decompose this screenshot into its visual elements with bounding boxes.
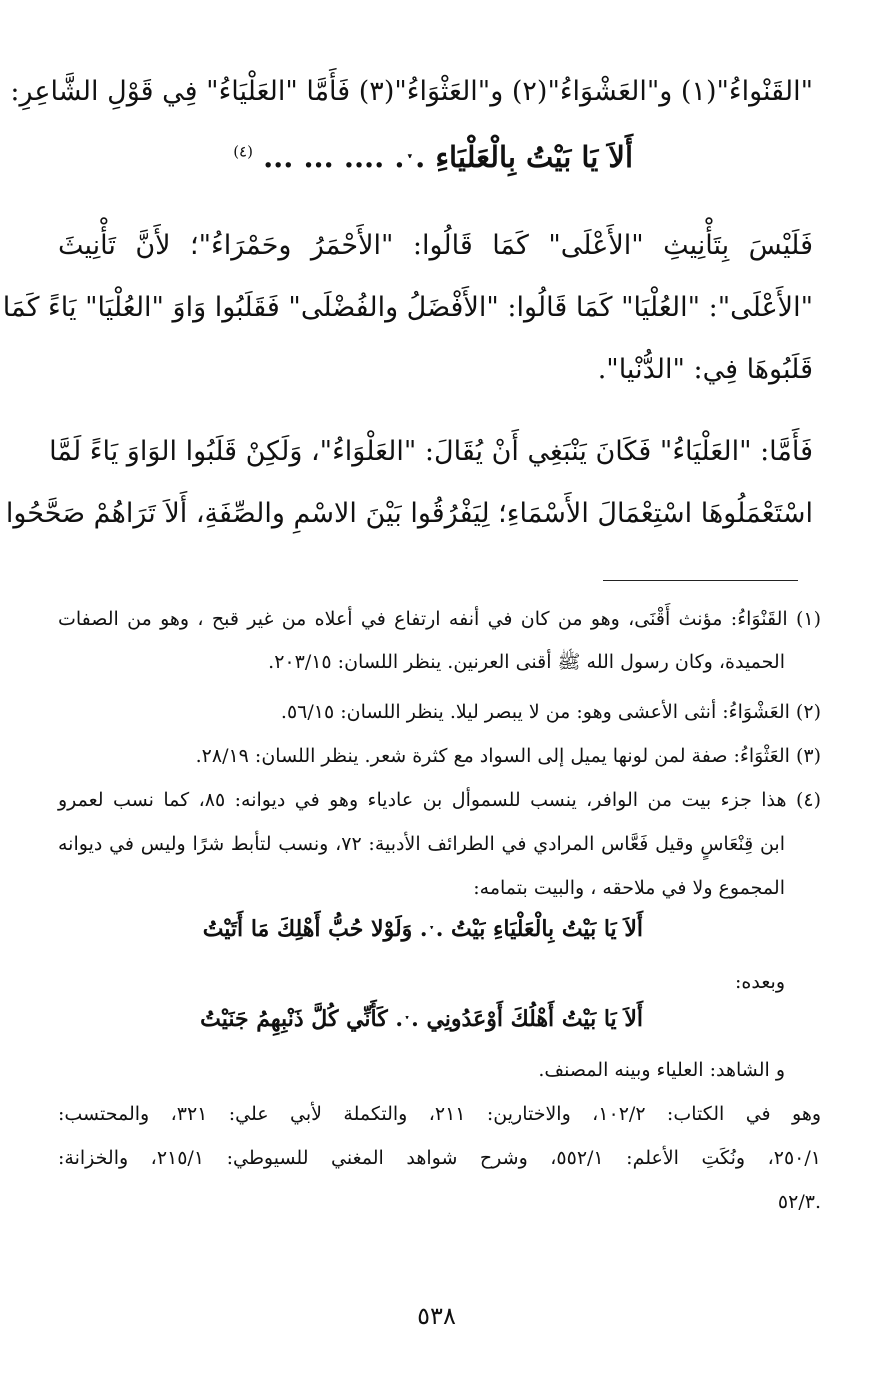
main-line-5: فَأَمَّا: "العَلْيَاءُ" فَكَانَ يَنْبَغِي أَنْ يُقَالَ: "العَلْوَاءُ"، وَلَكِنْ قَلَبُوا الوَاوَ يَاءً لَمَّا	[49, 436, 813, 467]
footnote-4-line-2: ابن قِنْعَاسٍ وقيل فَعَّاس المرادي في الطرائف الأدبية: ٧٢، ونسب لتأبط شرًا وليس في ديوانه	[58, 833, 785, 855]
page-number: ٥٣٨	[417, 1302, 456, 1330]
main-line-2: فَلَيْسَ بِتَأْنِيثِ "الأَعْلَى" كَمَا قَالُوا: "الأَحْمَرُ وحَمْرَاءُ"؛ لأَنَّ تَأْنِيثَ	[58, 230, 813, 261]
footnote-witness: و الشاهد: العلياء وبينه المصنف.	[538, 1059, 785, 1081]
footnote-after-label: وبعده:	[735, 971, 785, 993]
main-line-4: قَلَبُوهَا فِي: "الدُّنْيا".	[597, 354, 813, 385]
quoted-verse	[233, 140, 633, 174]
footnote-4-line-1: (٤) هذا جزء بيت من الوافر، ينسب للسموأل بن عادياء وهو في ديوانه: ٨٥، كما نسب لعمرو	[58, 789, 822, 811]
verse-text: أَلاَ يَا بَيْتُ بِالْعَلْيَاءِ .ˑ. .... ... ...	[263, 140, 633, 174]
footnote-3: (٣) العَثْوَاءُ: صفة لمن لونها يميل إلى السواد مع كثرة شعر. ينظر اللسان: ٢٨/١٩.	[195, 745, 821, 767]
footnote-refs-line-2: ٢٥٠/١، ونُكَتِ الأعلم: ٥٥٢/١، وشرح شواهد المغني للسيوطي: ٢١٥/١، والخزانة:	[58, 1147, 821, 1169]
footnote-refs-line-1: وهو في الكتاب: ١٠٢/٢، والاختارين: ٢١١، والتكملة لأبي علي: ٣٢١، والمحتسب:	[58, 1103, 822, 1125]
footnote-separator	[603, 580, 798, 581]
footnote-1-line-1: (١) القَنْوَاءُ: مؤنث أَقْنَى، وهو من كان في أنفه ارتفاع في أعلاه من غير قبح ، وهو من الصفات	[58, 608, 821, 630]
footnote-refs-line-3: .٥٢/٣	[777, 1191, 821, 1213]
main-line-1: "القَنْواءُ"(١) و"العَشْوَاءُ"(٢) و"العَثْوَاءُ"(٣) فَأَمَّا "العَلْيَاءُ" فِي قَوْلِ الشَّاعِرِ:	[10, 76, 813, 107]
footnote-1-line-2: الحميدة، وكان رسول الله ﷺ أقنى العرنين. ينظر اللسان: ٢٠٣/١٥.	[268, 651, 785, 673]
footnote-verse-2: أَلاَ يَا بَيْتُ أَهْلُكَ أَوْعَدُونِي .ˑ. كَأَنِّي كُلَّ ذَنْبِهِمُ جَنَيْتُ	[200, 1006, 643, 1032]
footnote-marker-4: (٤)	[233, 142, 253, 161]
main-line-3: "الأَعْلَى": "العُلْيَا" كَمَا قَالُوا: "الأَفْضَلُ والفُضْلَى" فَقَلَبُوا وَاوَ "العُلْيَا" يَاءً كَمَا	[2, 292, 813, 323]
footnote-4-line-3: المجموع ولا في ملاحقه ، والبيت بتمامه:	[473, 877, 785, 899]
main-line-6: اسْتَعْمَلُوهَا اسْتِعْمَالَ الأَسْمَاءِ؛ لِيَفْرُقُوا بَيْنَ الاسْمِ والصِّفَةِ، أَلاَ تَرَاهُمْ صَحَّحُوا	[5, 498, 813, 529]
footnote-verse-1: أَلاَ يَا بَيْتُ بِالْعَلْيَاءِ بَيْتُ .ˑ. وَلَوْلا حُبُّ أَهْلِكَ مَا أَتَيْتُ	[202, 916, 643, 942]
footnote-2: (٢) العَشْوَاءُ: أنثى الأعشى وهو: من لا يبصر ليلا. ينظر اللسان: ٥٦/١٥.	[280, 701, 821, 723]
